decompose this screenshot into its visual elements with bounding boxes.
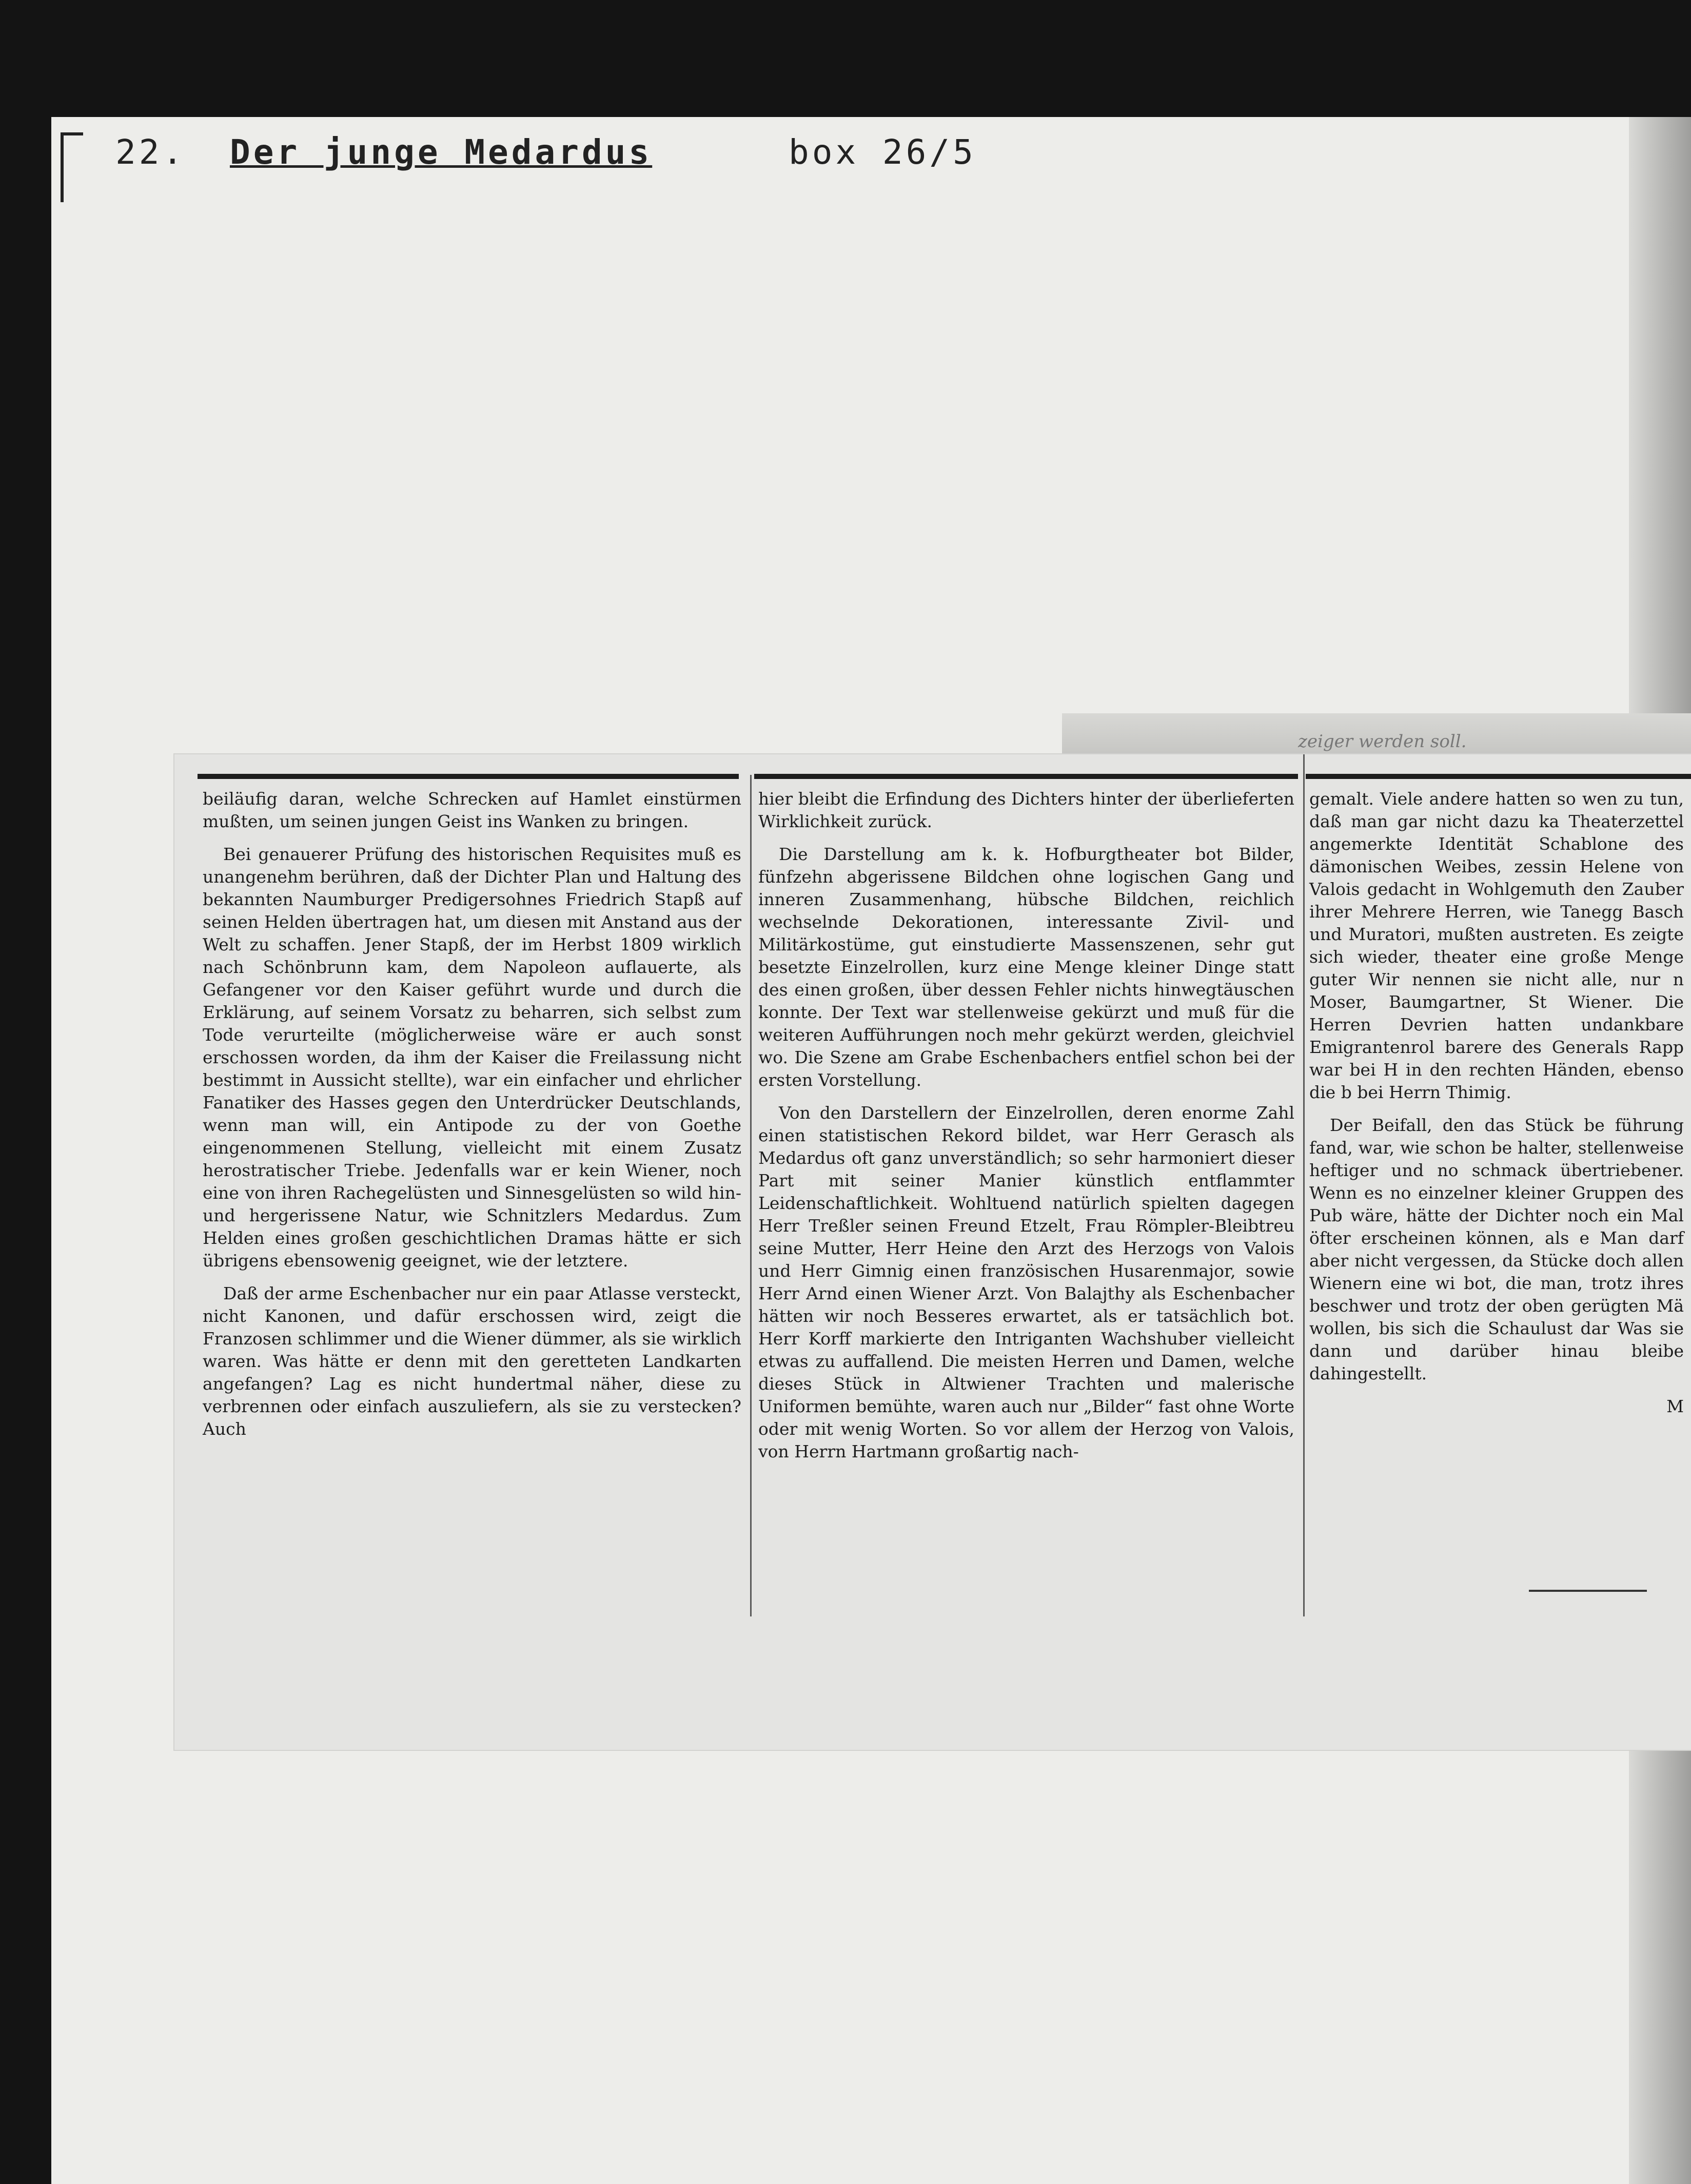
column-rule-1 <box>198 774 739 779</box>
column-rule-3 <box>1306 774 1691 779</box>
author-signature: M <box>1666 1396 1684 1416</box>
header-number: 22. <box>115 132 186 172</box>
column-rule-2 <box>754 774 1298 779</box>
paragraph: Bei genauerer Prüfung des historischen Requisites muß es unangenehm berühren, daß der Dichter Plan und Haltung des bekannten Naumburger Predigersohnes Friedrich Stapß auf seinen Helden übertragen hat, um diesen mit Anstand aus der Welt zu schaffen. Jener Stapß, der im Herbst 1809 wirklich nach Schönbrunn kam, dem Napoleon auflauerte, als Gefangener vor den Kaiser geführt wurde und durch die Erklärung, auf seinem Vorsatz zu beharren, sich selbst zum Tode verurteilte (möglicherweise wäre er auch sonst erschossen worden, da ihm der Kaiser die Freilassung nicht bestimmt in Aussicht stellte), war ein einfacher und ehrlicher Fanatiker des Hasses gegen den Unterdrücker Deutschlands, wenn man will, ein Antipode zu der von Goethe eingenommenen Stellung, vielleicht mit einem Zusatz herostratischer Triebe. Jedenfalls war er kein Wiener, noch eine von ihren Rachegelüsten und Sinnesgelüsten so wild hin- und hergerissene Natur, wie Schnitzlers Medardus. Zum Helden eines großen geschichtlichen Dramas hätte er sich übrigens ebensowenig geeignet, wie der letztere. <box>203 844 741 1271</box>
corner-mark <box>61 132 83 202</box>
column-divider-1 <box>750 775 752 1616</box>
column-divider-2 <box>1303 754 1305 1616</box>
end-rule <box>1529 1590 1647 1592</box>
header-title: Der junge Medardus <box>229 132 653 172</box>
paragraph: beiläufig daran, welche Schrecken auf Hamlet einstürmen mußten, um seinen jungen Geist ins Wanken zu bringen. <box>203 789 741 831</box>
article-column-2 <box>758 788 1294 1473</box>
article-column-3 <box>1309 788 1684 1428</box>
paragraph: gemalt. Viele andere hatten so wen zu tun, daß man gar nicht dazu ka Theaterzettel angemerkte Identität Schablone des dämonischen Weibes, zessin Helene von Valois gedacht in Wohlgemuth den Zauber ihrer Mehrere Herren, wie Tanegg Basch und Muratori, mußten austreten. Es zeigte sich wieder, theater eine große Menge guter Wir nennen sie nicht alle, nur n Moser, Baumgartner, St Wiener. Die Herren Devrien hatten undankbare Emigrantenrol barere des Generals Rapp war bei H in den rechten Händen, ebenso die b bei Herrn Thimig. <box>1309 789 1684 1102</box>
archive-header <box>115 132 976 189</box>
article-column-1 <box>203 788 741 1451</box>
paragraph: hier bleibt die Erfindung des Dichters hinter der überlieferten Wirklichkeit zurück. <box>758 789 1294 831</box>
clipping-top-text: zeiger werden soll. <box>1298 731 1467 752</box>
paragraph: Daß der arme Eschenbacher nur ein paar Atlasse versteckt, nicht Kanonen, und dafür erschossen wird, zeigt die Franzosen schlimmer und die Wiener dümmer, als sie wirklich waren. Was hätte er denn mit den geretteten Landkarten angefangen? Lag es nicht hundertmal näher, diese zu verbrennen oder einfach auszuliefern, als sie zu verstecken? Auch <box>203 1283 741 1439</box>
paragraph: Von den Darstellern der Einzelrollen, deren enorme Zahl einen statistischen Rekord bildet, war Herr Gerasch als Medardus oft ganz unverständlich; so sehr harmoniert dieser Part mit seiner Manier künstlich entflammter Leidenschaftlichkeit. Wohltuend natürlich spielten dagegen Herr Treßler seinen Freund Etzelt, Frau Römpler-Bleibtreu seine Mutter, Herr Heine den Arzt des Herzogs von Valois und Herr Gimnig einen französischen Husarenmajor, sowie Herr Arnd einen Wiener Arzt. Von Balajthy als Eschenbacher hätten wir noch Besseres erwartet, als er tatsächlich bot. Herr Korff markierte den Intriganten Wachshuber vielleicht etwas zu auffallend. Die meisten Herren und Damen, welche dieses Stück in Altwiener Trachten und malerische Uniformen bemühte, waren auch nur „Bilder“ fast ohne Worte oder mit wenig Worten. So vor allem der Herzog von Valois, von Herrn Hartmann großartig nach- <box>758 1103 1294 1461</box>
paragraph: Der Beifall, den das Stück be führung fand, war, wie schon be halter, stellenweise heftiger und no schmack übertriebener. Wenn es no einzelner kleiner Gruppen des Pub wäre, hätte der Dichter noch ein Mal öfter erscheinen können, als e Man darf aber nicht vergessen, da Stücke doch allen Wienern eine wi bot, die man, trotz ihres beschwer und trotz der oben gerügten Mä wollen, bis sich die Schaulust dar Was sie dann und darüber hinau bleibe dahingestellt. <box>1309 1115 1684 1383</box>
paragraph: Die Darstellung am k. k. Hofburgtheater bot Bilder, fünfzehn abgerissene Bildchen ohne logischen Gang und inneren Zusammenhang, hübsche Bildchen, reichlich wechselnde Dekorationen, interessante Zivil- und Militärkostüme, gut einstudierte Massenszenen, sehr gut besetzte Einzelrollen, kurz eine Menge kleiner Dinge statt des einen großen, über dessen Fehler nichts hinwegtäuschen konnte. Der Text war stellenweise gekürzt und muß für die weiteren Aufführungen noch mehr gekürzt werden, gleichviel wo. Die Szene am Grabe Eschenbachers entfiel schon bei der ersten Vorstellung. <box>758 844 1294 1090</box>
header-box-number: box 26/5 <box>788 132 976 172</box>
